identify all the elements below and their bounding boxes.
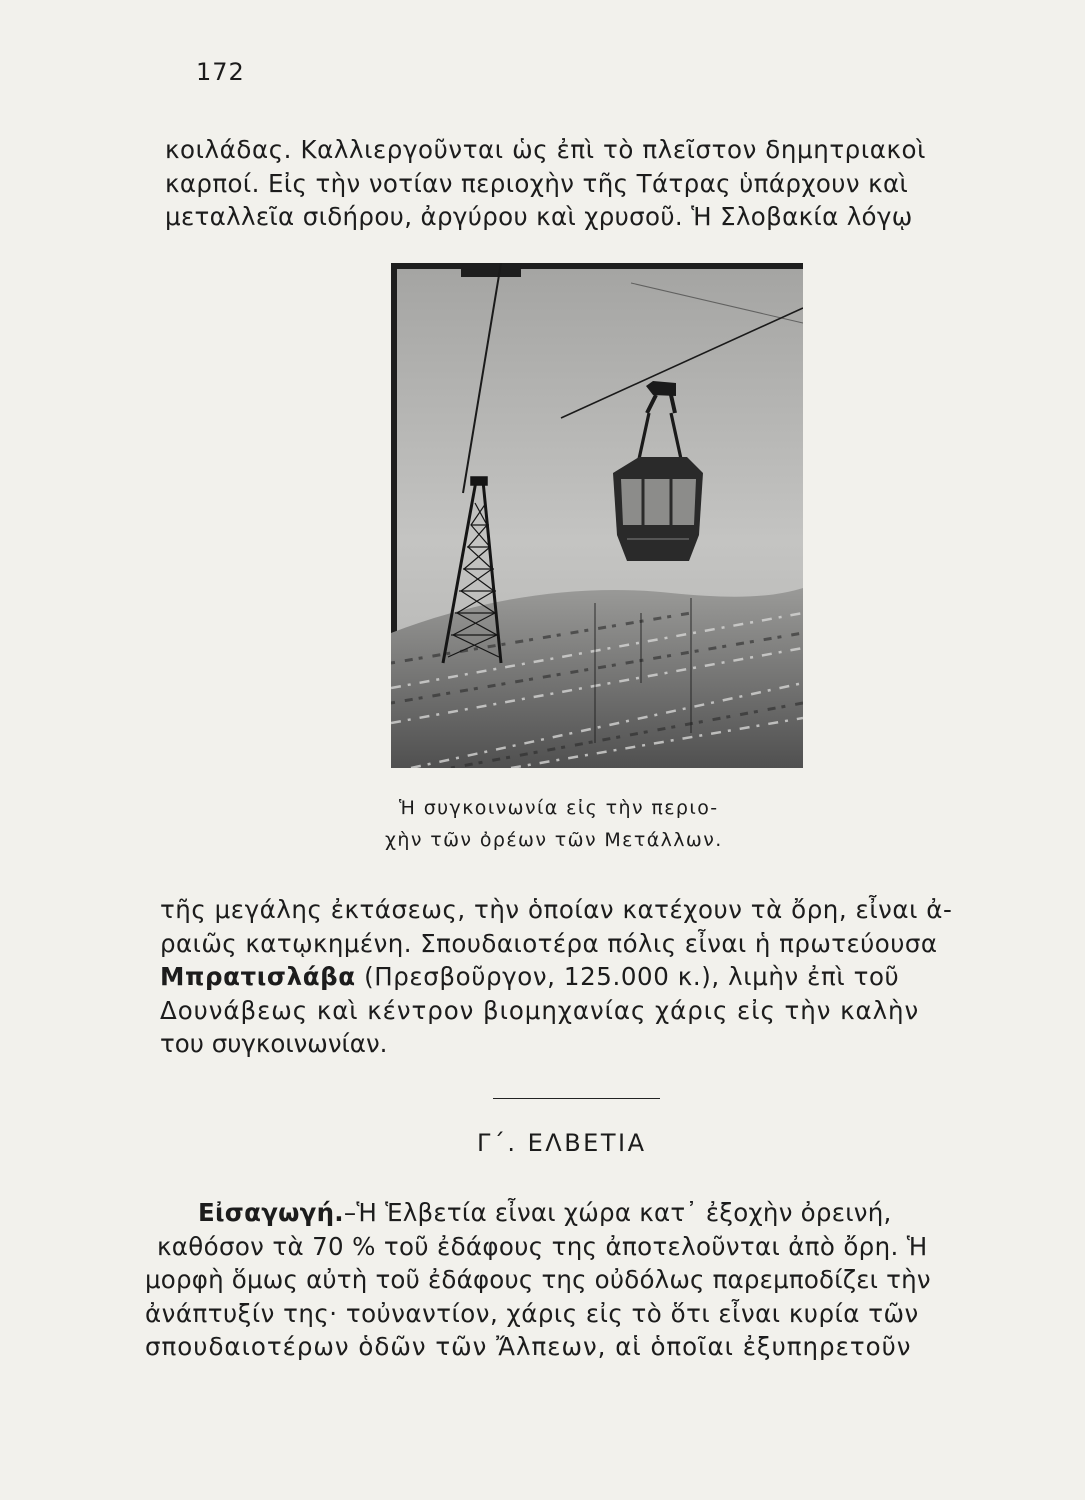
paragraph-slovakia-cities [160, 893, 1020, 1061]
caption-line: Ἡ συγκοινωνία εἰς τὴν περιο- [399, 797, 719, 819]
text-line: τῆς μεγάλης ἐκτάσεως, τὴν ὁποίαν κατέχουν τὰ ὄρη, εἶναι ἀ- [160, 895, 953, 924]
text-line [145, 1196, 1020, 1230]
text-line: του συγκοινωνίαν. [160, 1029, 388, 1058]
text-line: μεταλλεῖα σιδήρου, ἀργύρου καὶ χρυσοῦ. Ἡ Σλοβακία λόγῳ [165, 202, 913, 231]
cable-car-photo [391, 263, 803, 768]
text-line: Δουνάβεως καὶ κέντρον βιομηχανίας χάρις εἰς τὴν καλὴν [160, 995, 920, 1025]
section-heading: Γ΄. ΕΛΒΕΤΙΑ [477, 1129, 647, 1157]
text-run: (Πρεσβοῦργον, 125.000 κ.), λιμὴν ἐπὶ τοῦ [355, 962, 900, 991]
paragraph-switzerland-intro [145, 1196, 1020, 1364]
text-line: ραιῶς κατῳκημένη. Σπουδαιοτέρα πόλις εἶναι ἡ πρωτεύουσα [160, 928, 938, 958]
page-number: 172 [196, 58, 245, 86]
caption-line: χὴν τῶν ὀρέων τῶν Μετάλλων. [385, 829, 723, 851]
text-run: –Ἡ Ἑλβετία εἶναι χώρα κατ᾽ ἐξοχὴν ὀρεινή, [343, 1198, 892, 1227]
figure-caption [385, 792, 805, 856]
run-in-heading: Εἰσαγωγή. [198, 1198, 344, 1227]
text-line: σπουδαιοτέρων ὁδῶν τῶν Ἄλπεων, αἱ ὁποῖαι ἐξυπηρετοῦν [145, 1332, 912, 1361]
text-line: μορφὴ ὅμως αὐτὴ τοῦ ἐδάφους της οὐδόλως παρεμποδίζει τὴν [145, 1265, 931, 1294]
text-line: καρποί. Εἰς τὴν νοτίαν περιοχὴν τῆς Τάτρας ὑπάρχουν καὶ [165, 168, 909, 198]
text-line: καθόσον τὰ 70 % τοῦ ἐδάφους της ἀποτελοῦνται ἀπὸ ὄρη. Ἡ [157, 1231, 928, 1261]
text-line: κοιλάδας. Καλλιεργοῦνται ὡς ἐπὶ τὸ πλεῖστον δημητριακοὶ [165, 135, 926, 164]
text-line [160, 960, 1020, 994]
city-name-bratislava: Μπρατισλάβα [160, 962, 356, 991]
paragraph-slovakia-economy [165, 133, 1020, 234]
text-line: ἀνάπτυξίν της· τοὐναντίον, χάρις εἰς τὸ ὅτι εἶναι κυρία τῶν [145, 1298, 919, 1328]
section-divider [493, 1098, 660, 1099]
